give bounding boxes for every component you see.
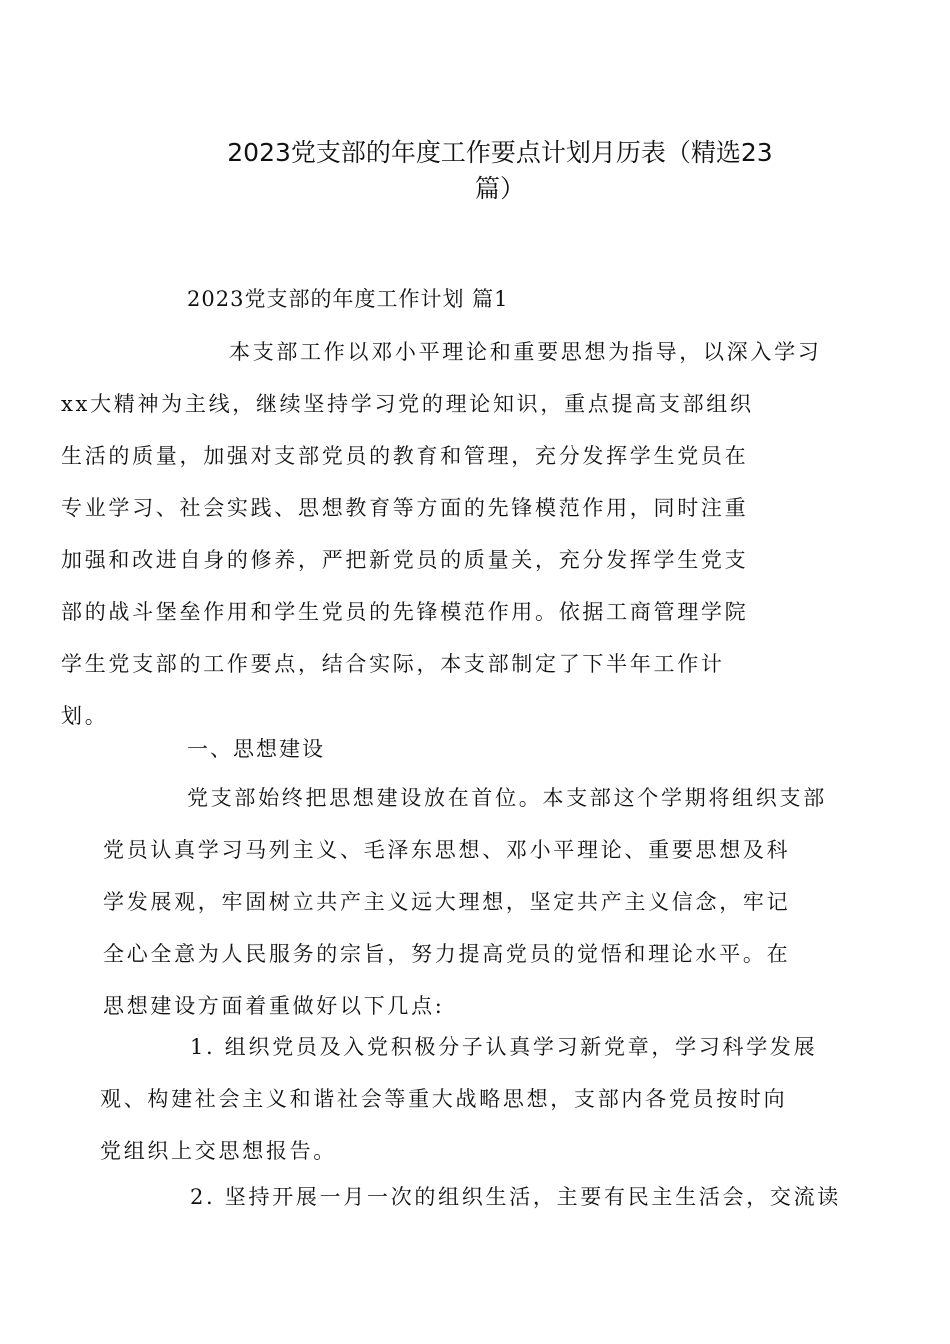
paragraph-line: 1. 组织党员及入党积极分子认真学习新党章，学习科学发展 xyxy=(190,1035,818,1059)
paragraph-line: 党组织上交思想报告。 xyxy=(100,1139,337,1163)
paragraph-line: 学生党支部的工作要点，结合实际，本支部制定了下半年工作计 xyxy=(61,652,725,676)
list-item-2 xyxy=(145,1171,842,1223)
paragraph-line: 学发展观，牢固树立共产主义远大理想，坚定共产主义信念，牢记 xyxy=(103,890,791,914)
paragraph-line: 2. 坚持开展一月一次的组织生活，主要有民主生活会，交流读 xyxy=(190,1185,842,1209)
paragraph-line: 部的战斗堡垒作用和学生党员的先锋模范作用。依据工商管理学院 xyxy=(61,600,749,624)
document-title-line-1: 2023党支部的年度工作要点计划月历表（精选23 xyxy=(227,138,773,167)
paragraph-line: 本支部工作以邓小平理论和重要思想为指导，以深入学习 xyxy=(229,340,822,364)
paragraph-line: xx大精神为主线，继续坚持学习党的理论知识，重点提高支部组织 xyxy=(61,392,754,416)
paragraph-line: 观、构建社会主义和谐社会等重大战略思想，支部内各党员按时向 xyxy=(100,1087,788,1111)
paragraph-line: 全心全意为人民服务的宗旨，努力提高党员的觉悟和理论水平。在 xyxy=(103,942,791,966)
section-heading-ideology: 一、思想建设 xyxy=(187,737,325,761)
paragraph-line: 生活的质量，加强对支部党员的教育和管理，充分发挥学生党员在 xyxy=(61,444,749,468)
paragraph-line: 思想建设方面着重做好以下几点: xyxy=(103,994,445,1018)
paragraph-ideology xyxy=(103,772,827,1032)
paragraph-line: 划。 xyxy=(61,704,109,728)
paragraph-line: 党员认真学习马列主义、毛泽东思想、邓小平理论、重要思想及科 xyxy=(103,838,791,862)
paragraph-intro xyxy=(61,326,822,742)
paragraph-line: 党支部始终把思想建设放在首位。本支部这个学期将组织支部 xyxy=(187,786,827,810)
document-title-line-2: 篇） xyxy=(474,174,525,203)
section-subtitle: 2023党支部的年度工作计划 篇1 xyxy=(187,287,509,311)
list-item-1 xyxy=(100,1021,818,1177)
paragraph-line: 专业学习、社会实践、思想教育等方面的先锋模范作用，同时注重 xyxy=(61,496,749,520)
paragraph-line: 加强和改进自身的修养，严把新党员的质量关，充分发挥学生党支 xyxy=(61,548,749,572)
